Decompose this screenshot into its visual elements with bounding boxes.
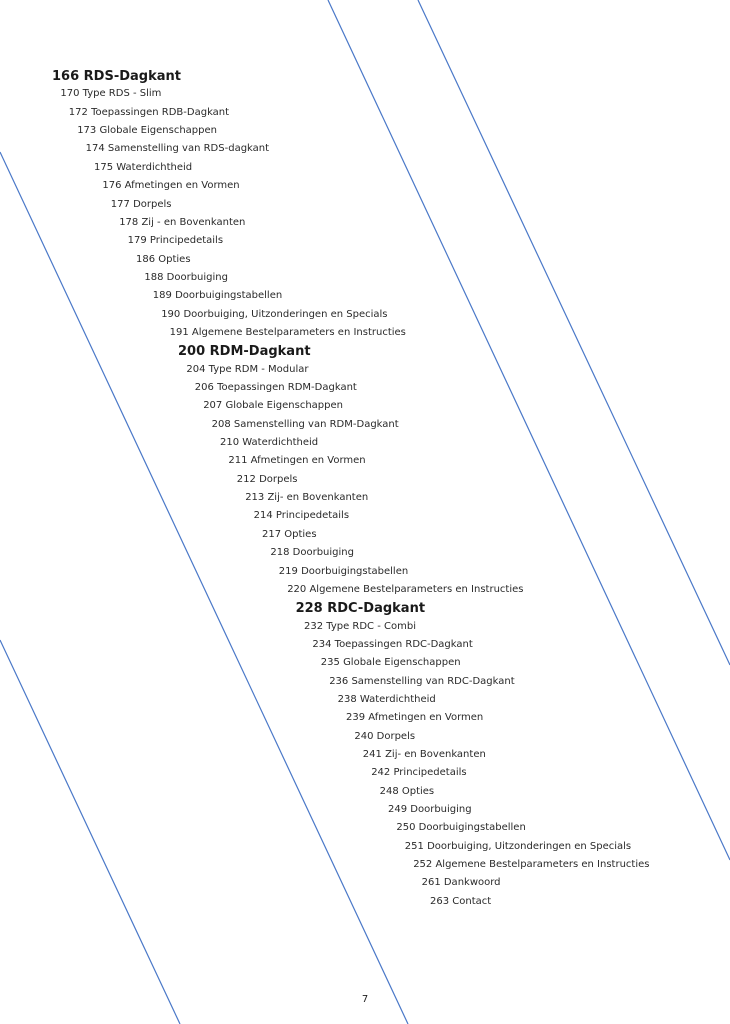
toc-entry[interactable]: 188 Doorbuiging: [144, 271, 228, 283]
toc-entry[interactable]: 238 Waterdichtheid: [337, 693, 436, 705]
toc-entry[interactable]: 172 Toepassingen RDB-Dagkant: [68, 106, 230, 118]
toc-entry[interactable]: 241 Zij- en Bovenkanten: [362, 749, 486, 760]
toc-entry[interactable]: 176 Afmetingen en Vormen: [102, 180, 240, 192]
toc-entry[interactable]: 218 Doorbuiging: [270, 547, 354, 559]
toc-entry[interactable]: 204 Type RDM - Modular: [186, 363, 309, 375]
toc-entry[interactable]: 235 Globale Eigenschappen: [320, 657, 461, 669]
toc-entry[interactable]: 175 Waterdichtheid: [94, 161, 193, 173]
toc-entry[interactable]: 248 Opties: [379, 785, 435, 797]
toc-entry[interactable]: 186 Opties: [136, 253, 191, 265]
toc-section-heading[interactable]: 200 RDM-Dagkant: [178, 344, 311, 360]
toc-entry[interactable]: 211 Afmetingen en Vormen: [228, 455, 366, 467]
toc-entry[interactable]: 261 Dankwoord: [421, 877, 501, 889]
toc-entry[interactable]: 249 Doorbuiging: [388, 804, 472, 815]
toc-entry[interactable]: 178 Zij - en Bovenkanten: [119, 216, 246, 228]
toc-entry[interactable]: 210 Waterdichtheid: [220, 437, 319, 448]
toc-entry[interactable]: 207 Globale Eigenschappen: [203, 400, 343, 412]
toc-entry[interactable]: 173 Globale Eigenschappen: [77, 125, 217, 137]
toc-entry[interactable]: 217 Opties: [262, 528, 317, 540]
page-number: 7: [361, 994, 369, 1005]
toc-entry[interactable]: 174 Samenstelling van RDS-dagkant: [85, 143, 270, 155]
toc-entry[interactable]: 179 Principedetails: [127, 235, 224, 247]
toc-entry[interactable]: 220 Algemene Bestelparameters en Instructies: [287, 583, 524, 595]
toc-entry[interactable]: 251 Doorbuiging, Uitzonderingen en Specials: [404, 840, 632, 852]
toc-entry[interactable]: 219 Doorbuigingstabellen: [278, 565, 409, 577]
toc-entry[interactable]: 214 Principedetails: [253, 510, 350, 522]
toc-section-heading[interactable]: 228 RDC-Dagkant: [295, 601, 426, 617]
toc-entry[interactable]: 234 Toepassingen RDC-Dagkant: [312, 638, 473, 650]
toc-entry[interactable]: 263 Contact: [430, 895, 492, 907]
toc-entry[interactable]: 242 Principedetails: [371, 767, 467, 779]
toc-entry[interactable]: 250 Doorbuigingstabellen: [396, 822, 526, 834]
toc-entry[interactable]: 213 Zij- en Bovenkanten: [245, 492, 369, 504]
toc-entry[interactable]: 206 Toepassingen RDM-Dagkant: [194, 382, 357, 393]
toc-entry[interactable]: 191 Algemene Bestelparameters en Instructies: [169, 326, 406, 338]
toc-entry[interactable]: 177 Dorpels: [110, 198, 172, 210]
toc-entry[interactable]: 190 Doorbuiging, Uitzonderingen en Specials: [161, 308, 388, 320]
toc-entry[interactable]: 240 Dorpels: [354, 730, 416, 742]
toc-entry[interactable]: 170 Type RDS - Slim: [60, 88, 162, 100]
toc-entry[interactable]: 252 Algemene Bestelparameters en Instructies: [413, 859, 650, 871]
toc-entry[interactable]: 189 Doorbuigingstabellen: [152, 290, 283, 302]
toc-entry[interactable]: 232 Type RDC - Combi: [304, 620, 416, 632]
toc-entry[interactable]: 208 Samenstelling van RDM-Dagkant: [211, 418, 399, 430]
toc-entry[interactable]: 212 Dorpels: [236, 473, 298, 485]
toc-section-heading[interactable]: 166 RDS-Dagkant: [52, 69, 181, 84]
toc-entry[interactable]: 236 Samenstelling van RDC-Dagkant: [329, 675, 515, 687]
toc-entry[interactable]: 239 Afmetingen en Vormen: [346, 712, 484, 724]
